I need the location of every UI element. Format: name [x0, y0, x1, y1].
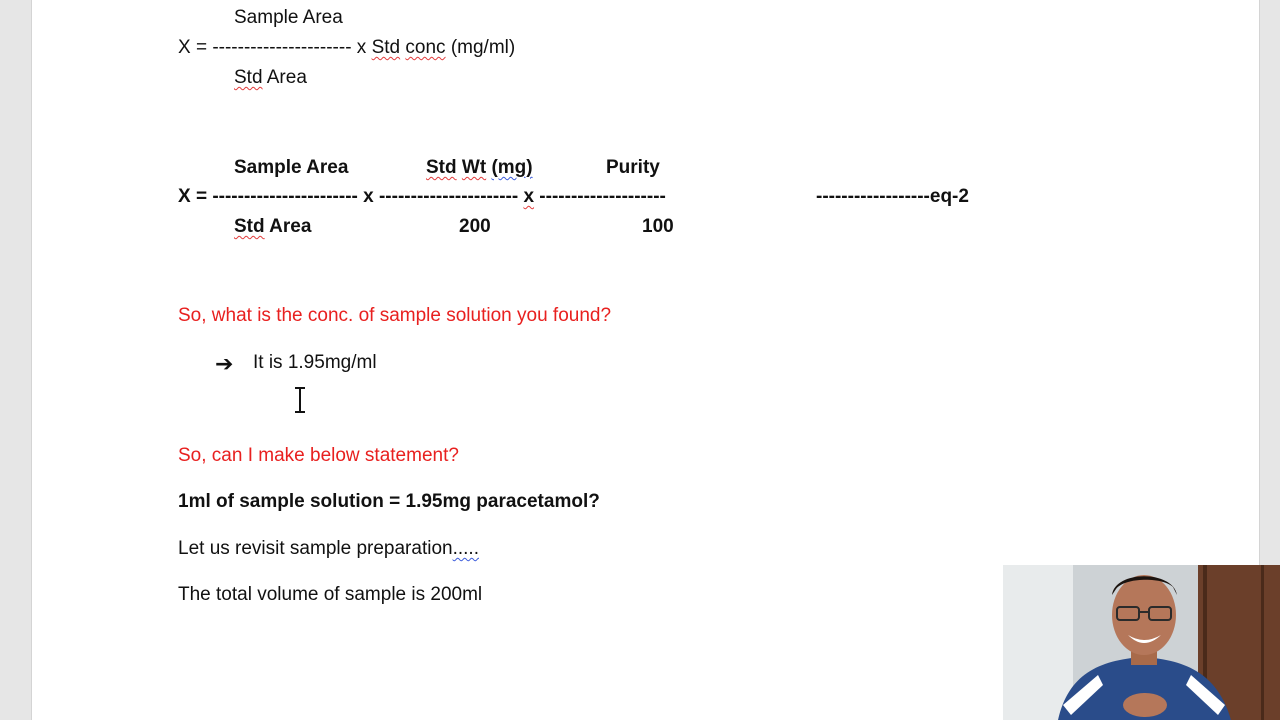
- webcam-overlay: [1003, 565, 1280, 720]
- answer-conc: It is 1.95mg/ml: [253, 352, 377, 373]
- text-cursor-icon: [292, 386, 308, 414]
- eq2-line: X = ----------------------- x ---------------------- x --------------------: [178, 186, 666, 207]
- revisit-text: Let us revisit sample preparation.....: [178, 538, 479, 559]
- eq1-denominator: Std Area: [234, 67, 307, 88]
- eq2-purity: Purity: [606, 157, 660, 178]
- eq2-std-wt: Std Wt (mg): [426, 157, 533, 178]
- eq2-std-area: Std Area: [234, 216, 312, 237]
- total-volume-text: The total volume of sample is 200ml: [178, 584, 483, 605]
- statement-paracetamol: 1ml of sample solution = 1.95mg paracetamol?: [178, 491, 600, 512]
- question-conc: So, what is the conc. of sample solution you found?: [178, 305, 612, 326]
- arrow-right-icon: ➔: [215, 351, 234, 376]
- eq2-label: ------------------eq-2: [816, 186, 969, 207]
- eq2-val-100: 100: [642, 216, 674, 237]
- eq1-line: X = ---------------------- x Std conc (mg/ml): [178, 37, 516, 58]
- eq2-val-200: 200: [459, 216, 491, 237]
- question-statement: So, can I make below statement?: [178, 445, 459, 466]
- eq1-numerator: Sample Area: [234, 7, 343, 28]
- eq2-sample-area: Sample Area: [234, 157, 349, 178]
- presenter-image: [1003, 565, 1280, 720]
